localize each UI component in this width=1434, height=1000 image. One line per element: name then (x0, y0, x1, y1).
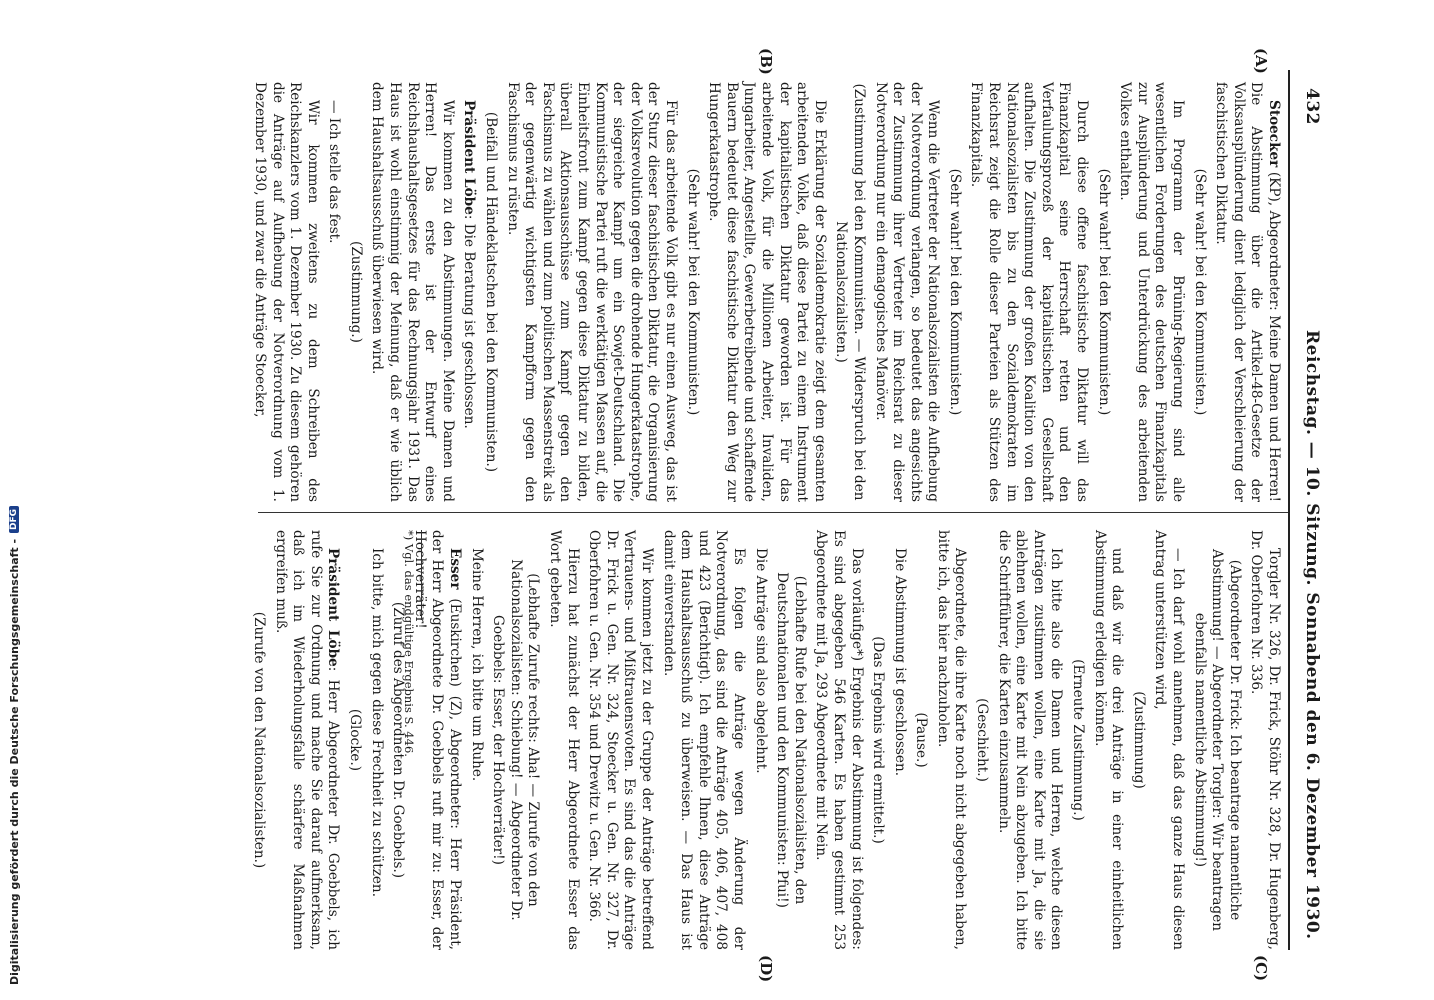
paragraph (467, 530, 485, 950)
paragraph-text: (Euskirchen) (Z), Abgeordneter: Herr Präsident, der Herr Abgeordnete Dr. Goebbels ruft mir zu: Esser, der Hochverräter! (411, 530, 464, 950)
paragraph-text: Ich bitte, mich gegen diese Frechheit zu schützen. (368, 548, 385, 898)
stage-direction (346, 530, 364, 950)
paragraph-text: : Die Beratung ist geschlossen. (461, 214, 478, 429)
paragraph-text: — Ich stelle das fest. (326, 100, 343, 244)
paragraph-text: Im Programm der Brüning-Regierung sind alle wesentlichen Forderungen des deutschen Finanzkapitals zur Ausplünderung und Unterdrückung des arbeitenden Volkes enthalten. (1117, 82, 1187, 502)
stage-direction-text: (Beifall und Händeklatschen bei den Kommunisten.) (483, 111, 500, 473)
stage-direction (1129, 530, 1147, 950)
paragraph-text: Die Erklärung der Sozialdemokratie zeigt dem gesamten arbeitenden Volke, daß diese Partei zu einem Instrument der kapitalistischen Diktatur geworden ist. Für das arbeitende Volk, für die Millionen Arbeiter, Invaliden, Jungarbeiter, Angestellte, Gewerbetreibende und schaffende Bauern bedeutet diese faschistische Diktatur den Weg zur Hungerkatastrophe. (706, 82, 828, 502)
paragraph (1247, 530, 1282, 950)
stage-direction (832, 82, 867, 502)
running-head: Reichstag. — 10. Sitzung. Sonnabend den 6. Dezember 1930. (1302, 330, 1322, 940)
stage-direction (250, 530, 268, 950)
right-column (246, 530, 1282, 950)
paragraph (410, 530, 463, 950)
margin-letter-a: (A) (1252, 48, 1270, 74)
stage-direction-text: (Sehr wahr! bei den Kommunisten.) (1191, 168, 1208, 416)
stage-direction (945, 82, 963, 502)
paragraph (967, 82, 1090, 502)
speaker-name: Präsident Löbe (461, 100, 478, 215)
page-number: 432 (1302, 88, 1322, 125)
stage-direction-text: (Sehr wahr! bei den Kommunisten.) (684, 168, 701, 416)
paragraph (460, 82, 478, 502)
paragraph-text: Durch diese offene faschistische Diktatur will das Finanzkapital seine Herrschaft retten und den Verfaulungsprozeß der kapitalistischen Gesellschaft aufhalten. Die Zustimmung der großen Koalition von den Nationalsozialisten bis zu den Sozialdemokraten im Reichsrat zeigt die Rolle dieser Parteien als Stützen des Finanzkapitals. (968, 82, 1091, 502)
stage-direction-text: (Zuruf des Abgeordneten Dr. Goebbels.) (390, 601, 407, 879)
stage-direction-text: (Das Ergebnis wird ermittelt.) (870, 636, 887, 844)
stage-direction-text: (Erneute Zustimmung.) (1070, 659, 1087, 821)
stage-direction-text: (Sehr wahr! bei den Kommunisten.) (946, 168, 963, 416)
paragraph (325, 82, 343, 502)
paragraph-text: — Ich darf wohl annehmen, daß das ganze Haus diesen Antrag unterstützen wird, (1152, 530, 1187, 950)
column-divider (258, 512, 1288, 513)
paragraph (890, 530, 908, 950)
stage-direction (346, 82, 364, 502)
footnote-rule (421, 530, 422, 620)
stage-direction (773, 530, 808, 950)
paragraph-text: Torgler Nr. 326, Dr. Frick, Stöhr Nr. 328, Dr. Hugenberg, Dr. Oberfohren Nr. 336. (1248, 530, 1282, 950)
paragraph-text: Ich bitte also die Damen und Herren, welche diesen Anträgen zustimmen wollen, eine Karte mit Ja, die sie ablehnen wollen, eine Karte mit Nein abzugeben. Ich bitte die Schriftführer, die Karten einzusammeln. (995, 530, 1065, 950)
paragraph-text: (KP), Abgeordneter: Meine Damen und Herren! Die Abstimmung über die Artikel-48-Gesetze der Volksausplünderung dient lediglich der Verschleierung der faschistischen Diktatur. (1213, 82, 1282, 502)
paragraph (1090, 530, 1125, 950)
dfg-logo-icon: DFG (9, 506, 19, 533)
stage-direction-text: (Glocke.) (347, 708, 364, 772)
paragraph-text: Es folgen die Anträge wegen Änderung der Notverordnung, das sind die Anträge 405, 406, 407, 408 und 423 (Berichtigt). Ich empfehle Ihnen, diese Anträge dem Haushaltsausschuß zu überweisen. — Das Haus ist damit einverstanden. (660, 530, 747, 950)
stage-direction-text: (Geschieht.) (974, 698, 991, 782)
footnote: *) Vgl. das endgültige Ergebnis S. 446. (402, 530, 416, 757)
stage-direction-text: (Abgeordneter Dr. Frick: Ich beantrage namentliche Abstimmung! — Abgeordneter Torgler: Wir beantragen ebenfalls namentliche Abstimmung!) (1191, 548, 1243, 932)
paragraph-text: Wenn die Vertreter der Nationalsozialisten die Aufhebung der Notverordnung verlangen, so bedeutet das angesichts der Zustimmung ihrer Vertreter im Reichsrat zu dieser Notverordnung nur ein demagogisches Manöver. (872, 82, 942, 502)
stage-direction (1094, 82, 1112, 502)
stage-direction (973, 530, 991, 950)
stage-direction (912, 530, 930, 950)
paragraph-text: Für das arbeitende Volk gibt es nur einen Ausweg, das ist der Sturz dieser faschistischen Diktatur, die Organisierung der Volksrevolution gegen die drohende Hungerkatastrophe, der siegreiche Kampf um ein Sowjet-Deutschland. Die Kommunistische Partei ruft die werktätigen Massen auf, die Einheitsfront zum Kampf gegen diese Diktatur zu bilden, überall Aktionsausschüsse zum Kampf gegen den Faschismus zu wählen und zum politischen Massenstreik als der gegenwärtig wichtigsten Kampfform gegen den Faschismus zu rüsten. (504, 82, 679, 502)
speaker-name: Stoecker (1266, 100, 1282, 168)
paragraph (585, 530, 655, 950)
paragraph (368, 82, 456, 502)
paragraph (271, 530, 341, 950)
stage-direction-text: (Pause.) (913, 712, 930, 768)
stage-direction (489, 530, 542, 950)
left-column (246, 82, 1282, 502)
stage-direction-text: (Lebhafte Rufe bei den Nationalsozialisten, den Deutschnationalen und den Kommunisten: Pfui!) (774, 572, 808, 908)
paragraph-text: Wir kommen zweitens zu dem Schreiben des Reichskanzlers vom 1. Dezember 1930. Zu diesem gehören die Anträge auf Aufhebung der Notverordnung vom 1. Dezember 1930, und zwar die Anträge Stoecker, (251, 82, 321, 502)
paragraph (367, 530, 385, 950)
rotated-page (40, 30, 1340, 990)
stage-direction (481, 82, 499, 502)
stage-direction (683, 82, 701, 502)
margin-letter-b: (B) (757, 48, 775, 75)
digitization-footer (2, 10, 22, 995)
paragraph (871, 82, 941, 502)
paragraph-text: Das vorläufige*) Ergebnis der Abstimmung ist folgendes: Es sind abgegeben 546 Karten. Es haben gestimmt 253 Abgeordnete mit Ja, 293 Abgeordnete mit Nein. (813, 530, 865, 950)
stage-direction-text: (Lebhafte Zurufe rechts: Aha! — Zurufe von den Nationalsozialisten: Schiebung! — Abgeordneter Dr. Goebbels: Esser, der Hochverräter!) (490, 559, 542, 921)
paragraph-text: Wir kommen zu den Abstimmungen. Meine Damen und Herren! Das erste ist der Entwurf eines Reichshaushaltsgesetzes für das Rechnungsjahr 1931. Das Haus ist wohl einstimmig der Meinung, daß er wie üblich dem Haushaltsausschuß überwiesen wird. (369, 82, 456, 502)
paragraph (994, 530, 1064, 950)
paragraph (812, 530, 865, 950)
stage-direction-text: (Zustimmung) (1130, 691, 1147, 789)
speaker-name: Präsident Löbe (325, 548, 342, 667)
paragraph-text: Hierzu hat zunächst der Herr Abgeordnete Esser das Wort gebeten. (547, 530, 581, 950)
paragraph (659, 530, 747, 950)
paragraph (933, 530, 968, 950)
paragraph-text: : Herr Abgeordneter Dr. Goebbels, ich rufe Sie zur Ordnung und mache Sie darauf aufmerksam, daß ich im Wiederholungsfalle schärfere Maßnahmen ergreifen muß. (272, 530, 342, 950)
margin-letter-d: (D) (757, 955, 775, 983)
paragraph (503, 82, 679, 502)
paragraph-text: und daß wir die drei Anträge in einer einheitlichen Abstimmung erledigen können. (1091, 530, 1126, 950)
stage-direction-text: (Sehr wahr! bei den Kommunisten.) (1095, 168, 1112, 416)
stage-direction (1190, 82, 1208, 502)
paragraph-text: Die Abstimmung ist geschlossen. (891, 548, 908, 777)
paragraph (1151, 530, 1186, 950)
stage-direction (1068, 530, 1086, 950)
stage-direction-text: (Zurufe von den Nationalsozialisten.) (251, 611, 268, 869)
speaker-name: Esser (447, 548, 464, 590)
page-header (1296, 30, 1322, 990)
paragraph (250, 82, 320, 502)
paragraph (751, 530, 769, 950)
header-rule (1288, 70, 1290, 950)
margin-letter-c: (C) (1252, 955, 1270, 982)
paragraph (1212, 82, 1282, 502)
stage-direction-text: (Zustimmung.) (347, 241, 364, 343)
paragraph-text: Meine Herren, ich bitte um Ruhe. (468, 548, 485, 782)
paragraph-text: Die Anträge sind also abgelehnt. (752, 548, 769, 774)
paragraph (545, 530, 580, 950)
stage-direction (1190, 530, 1243, 950)
stage-direction (869, 530, 887, 950)
paragraph-text: Abgeordnete, die ihre Karte noch nicht abgegeben haben, bitte ich, das hier nachzuholen. (934, 530, 969, 950)
paragraph-text: Wir kommen jetzt zu der Gruppe der Anträge betreffend Vertrauens- und Mißtrauensvoten. Es sind das die Anträge Dr. Frick u. Gen. Nr. 324, Stoecker u. Gen. Nr. 327, Dr. Oberfohren u. Gen. Nr. 354 und Drewitz u. Gen. Nr. 366. (586, 530, 655, 950)
paragraph (705, 82, 828, 502)
footer-text: Digitalisierung gefördert durch die Deutsche Forschungsgemeinschaft - (7, 538, 21, 985)
stage-direction-text: (Zustimmung bei den Kommunisten. — Widerspruch bei den Nationalsozialisten.) (833, 83, 867, 501)
paragraph (1116, 82, 1186, 502)
